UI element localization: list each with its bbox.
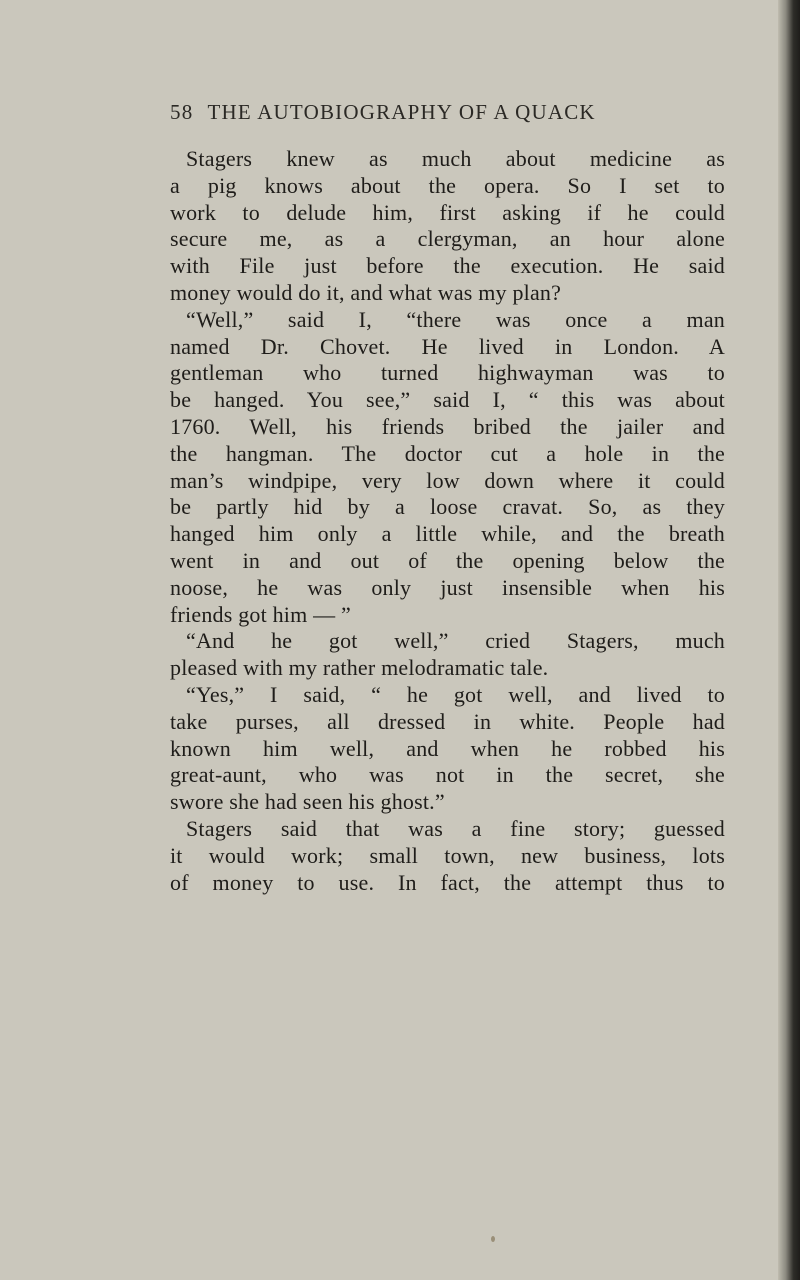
text-line: went in and out of the opening below the	[170, 547, 725, 573]
text-line: of money to use. In fact, the attempt thus to	[170, 869, 725, 895]
text-line: “Yes,” I said, “ he got well, and lived to	[186, 681, 725, 707]
text-line: friends got him — ”	[170, 601, 351, 627]
text-line: be partly hid by a loose cravat. So, as they	[170, 494, 725, 520]
text-line: gentleman who turned highwayman was to	[170, 360, 725, 386]
text-line: noose, he was only just insensible when his	[170, 574, 725, 600]
text-line: Stagers said that was a fine story; guessed	[186, 815, 725, 841]
text-line: take purses, all dressed in white. People had	[170, 708, 725, 734]
text-line: Stagers knew as much about medicine as	[186, 146, 725, 171]
running-head	[170, 100, 596, 125]
text-line: with File just before the execution. He said	[170, 253, 725, 279]
text-line: work to delude him, first asking if he could	[170, 199, 725, 225]
text-line: secure me, as a clergyman, an hour alone	[170, 226, 725, 252]
text-line: named Dr. Chovet. He lived in London. A	[170, 333, 725, 359]
text-line: a pig knows about the opera. So I set to	[170, 172, 725, 198]
text-line: known him well, and when he robbed his	[170, 735, 725, 761]
text-line: be hanged. You see,” said I, “ this was about	[170, 387, 725, 413]
text-line: pleased with my rather melodramatic tale.	[170, 655, 549, 681]
text-line: money would do it, and what was my plan?	[170, 279, 562, 305]
body-text	[170, 146, 725, 896]
text-line: “And he got well,” cried Stagers, much	[186, 628, 725, 654]
text-line: the hangman. The doctor cut a hole in the	[170, 440, 725, 466]
text-line: 1760. Well, his friends bribed the jailer and	[170, 413, 725, 439]
text-line: man’s windpipe, very low down where it could	[170, 467, 725, 493]
page-number: 58	[170, 100, 194, 124]
text-line: great-aunt, who was not in the secret, she	[170, 762, 725, 788]
paper-speck	[491, 1236, 495, 1242]
text-line: “Well,” said I, “there was once a man	[186, 306, 725, 332]
text-line: swore she had seen his ghost.”	[170, 789, 445, 815]
text-line: hanged him only a little while, and the breath	[170, 521, 725, 547]
running-title: THE AUTOBIOGRAPHY OF A QUACK	[207, 100, 596, 124]
text-line: it would work; small town, new business, lots	[170, 842, 725, 868]
page-edge-shadow	[778, 0, 800, 1280]
